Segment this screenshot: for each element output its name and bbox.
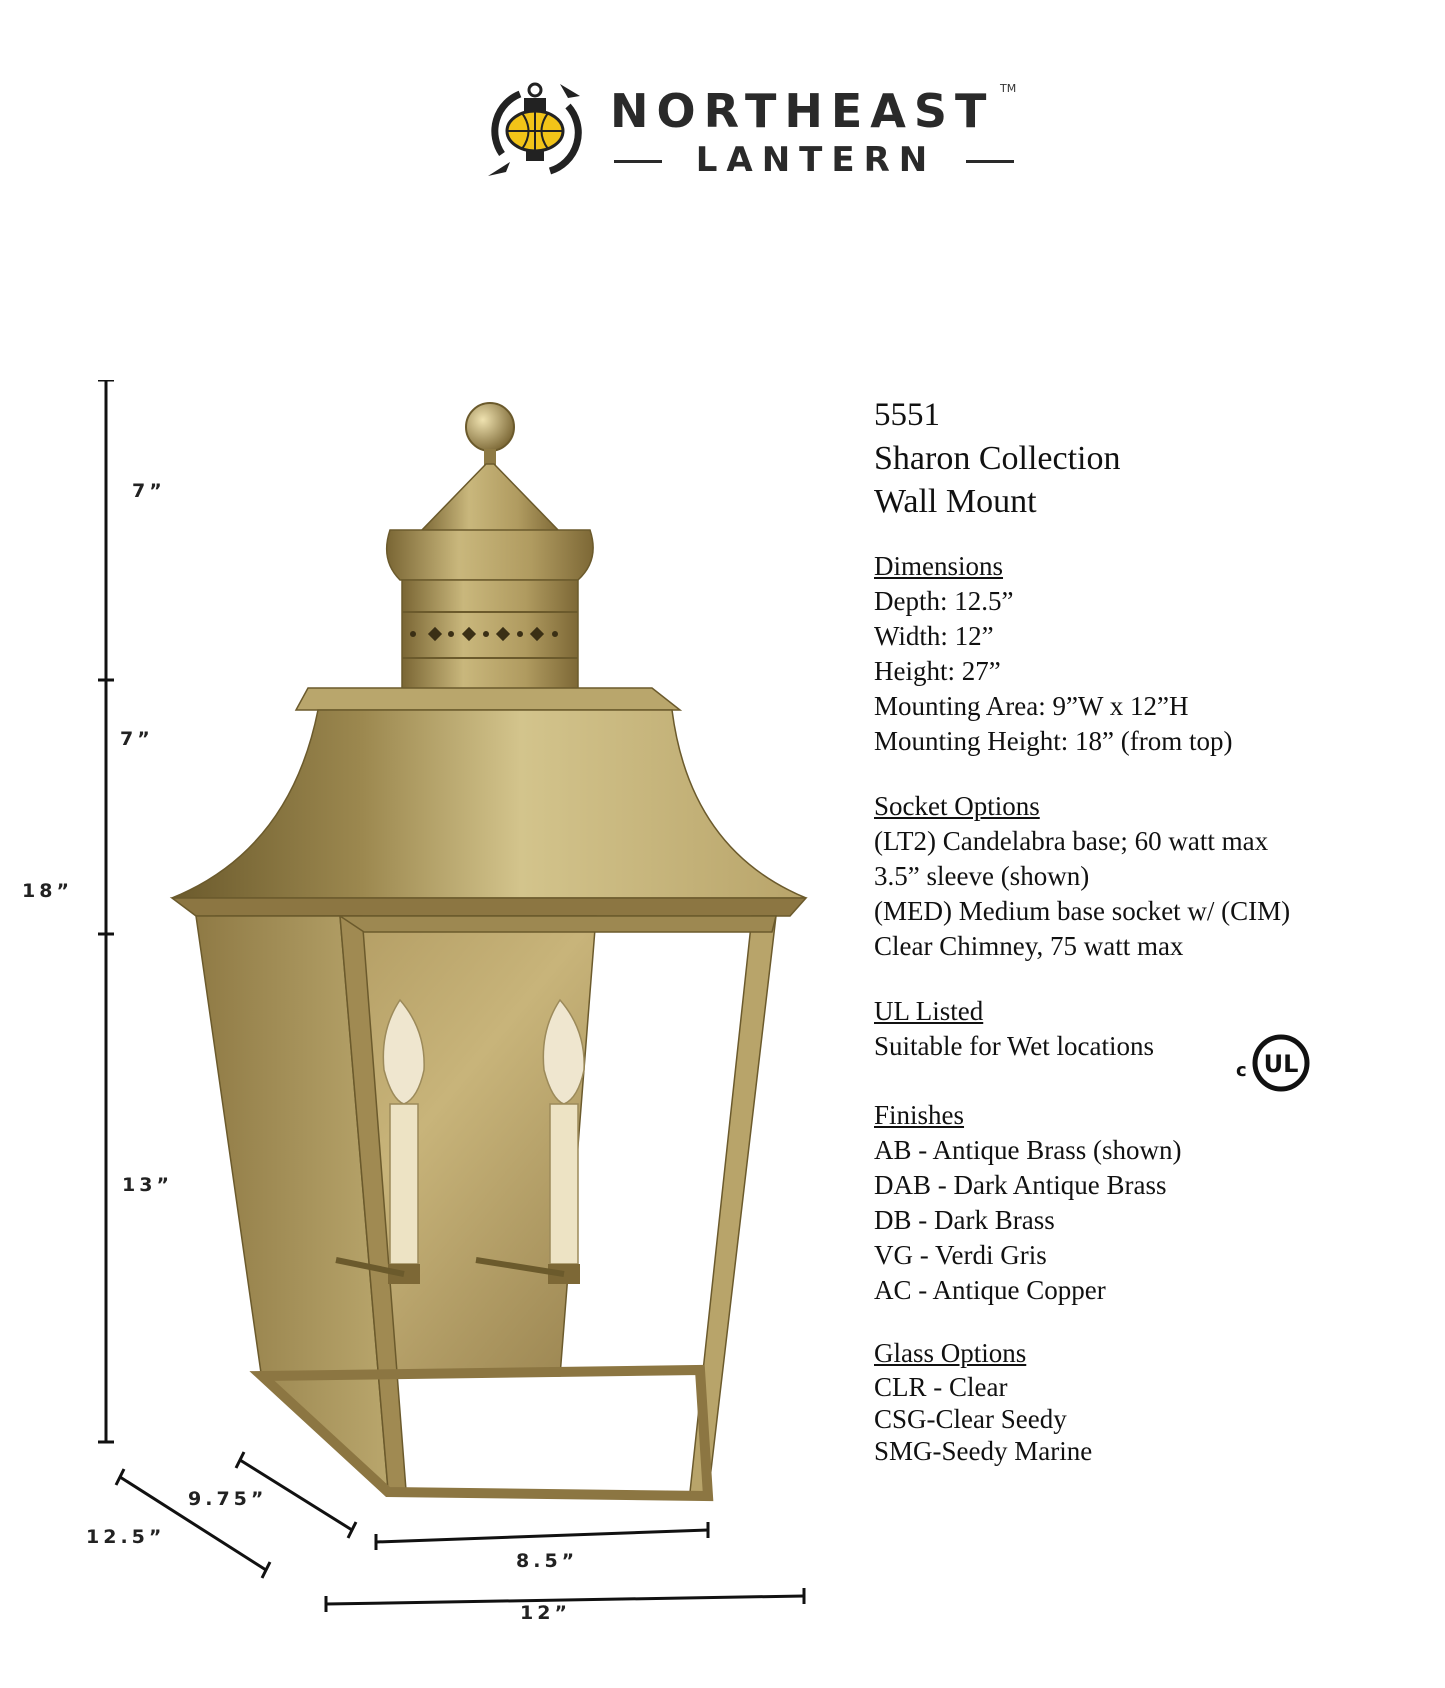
dim-depth: 12.5” <box>86 1526 166 1548</box>
dimension-line: Mounting Area: 9”W x 12”H <box>874 691 1189 721</box>
brand-rule-right <box>966 160 1014 163</box>
collection-name: Sharon Collection <box>874 440 1121 477</box>
socket-options-heading: Socket Options <box>874 791 1040 821</box>
glass-option-line: CSG-Clear Seedy <box>874 1404 1067 1434</box>
brand-name-bottom: LANTERN <box>695 140 937 180</box>
ul-badge-c: c <box>1236 1060 1247 1081</box>
model-number: 5551 <box>874 397 940 433</box>
cap-rim <box>387 530 593 580</box>
dim-width: 12” <box>520 1602 571 1624</box>
top-cone <box>420 464 560 532</box>
glass-option-line: CLR - Clear <box>874 1372 1008 1402</box>
roof-eave <box>172 898 806 916</box>
dimension-line: Height: 27” <box>874 656 1001 686</box>
ul-badge-text: UL <box>1263 1050 1299 1078</box>
product-type: Wall Mount <box>874 483 1037 520</box>
finial-ball <box>466 403 514 451</box>
lantern-emblem-icon <box>480 76 590 186</box>
ul-listed-heading: UL Listed <box>874 996 984 1026</box>
brand-subline <box>614 140 1014 180</box>
finish-line: DB - Dark Brass <box>874 1205 1055 1235</box>
brand-name-top: NORTHEAST <box>610 84 995 138</box>
candle-left <box>383 1000 424 1284</box>
finishes-heading: Finishes <box>874 1100 965 1130</box>
socket-option-line: 3.5” sleeve (shown) <box>874 861 1090 891</box>
chimney <box>402 580 578 690</box>
glass-option-line: SMG-Seedy Marine <box>874 1436 1093 1466</box>
ul-listed-section <box>874 994 1414 1081</box>
ul-listed-line: Suitable for Wet locations <box>874 1031 1155 1061</box>
socket-option-line: (LT2) Candelabra base; 60 watt max <box>874 826 1269 856</box>
brand-rule-left <box>614 160 662 163</box>
dim-roof: 7” <box>120 728 154 750</box>
socket-option-line: Clear Chimney, 75 watt max <box>874 931 1184 961</box>
lantern-illustration <box>0 380 840 1683</box>
dim-inner-width: 8.5” <box>516 1550 579 1572</box>
finish-line: AC - Antique Copper <box>874 1275 1106 1305</box>
product-spec-panel <box>874 394 1414 1467</box>
glass-options-heading: Glass Options <box>874 1338 1027 1368</box>
dimension-line: Width: 12” <box>874 621 994 651</box>
dimensions-heading: Dimensions <box>874 551 1004 581</box>
socket-option-line: (MED) Medium base socket w/ (CIM) <box>874 896 1291 926</box>
dim-inner-depth: 9.75” <box>188 1488 268 1510</box>
lantern-dimension-drawing <box>0 380 840 1683</box>
dimensions-section <box>874 549 1414 759</box>
trademark-symbol: TM <box>1000 82 1017 95</box>
dim-top-cap: 7” <box>132 480 166 502</box>
finish-line: VG - Verdi Gris <box>874 1240 1047 1270</box>
dimension-line: Mounting Height: 18” (from top) <box>874 726 1233 756</box>
finish-line: AB - Antique Brass (shown) <box>874 1135 1182 1165</box>
finishes-section <box>874 1098 1414 1308</box>
ul-certification-icon <box>1236 1028 1326 1098</box>
dim-body: 13” <box>122 1174 173 1196</box>
candle-right <box>543 1000 584 1284</box>
roof <box>172 710 806 898</box>
northeast-lantern-logo <box>480 70 1040 190</box>
socket-options-section <box>874 789 1414 964</box>
roof-plate <box>296 688 680 710</box>
glass-options-section <box>874 1336 1414 1467</box>
dim-mounting: 18” <box>22 880 73 902</box>
finish-line: DAB - Dark Antique Brass <box>874 1170 1167 1200</box>
dimension-line: Depth: 12.5” <box>874 586 1014 616</box>
